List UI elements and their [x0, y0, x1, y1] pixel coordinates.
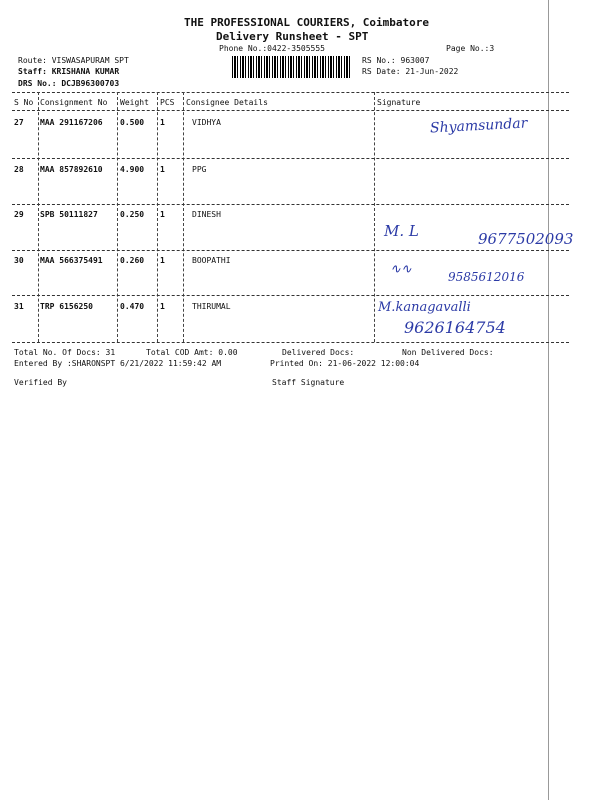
- handwritten-signature: Shyamsundar: [429, 115, 528, 137]
- col-sno: S No: [14, 98, 34, 107]
- verified-by: Verified By: [14, 378, 67, 387]
- handwritten-phone: 9585612016: [448, 270, 525, 284]
- delivered-docs: Delivered Docs:: [282, 348, 355, 357]
- row-consignee: DINESH: [192, 210, 221, 219]
- page-edge-line: [548, 0, 549, 800]
- row-consignment: MAA 857892610: [40, 165, 103, 174]
- table-bottom-rule: [12, 342, 569, 343]
- row-rule: [12, 295, 569, 296]
- row-consignment: TRP 6156250: [40, 302, 93, 311]
- row-weight: 0.500: [120, 118, 145, 127]
- row-pcs: 1: [160, 118, 165, 127]
- row-weight: 0.260: [120, 256, 145, 265]
- row-consignee: PPG: [192, 165, 207, 174]
- row-sno: 28: [14, 165, 24, 174]
- col-consignment: Consignment No: [40, 98, 108, 107]
- row-consignment: MAA 566375491: [40, 256, 103, 265]
- row-weight: 0.250: [120, 210, 145, 219]
- row-consignee: VIDHYA: [192, 118, 221, 127]
- row-weight: 4.900: [120, 165, 145, 174]
- entered-by: Entered By :SHARONSPT 6/21/2022 11:59:42 AM: [14, 359, 222, 368]
- col-sep: [38, 92, 39, 342]
- col-sep: [183, 92, 184, 342]
- handwritten-phone: 9626164754: [404, 318, 506, 337]
- col-sep: [374, 92, 375, 342]
- handwritten-signature: M. L: [384, 222, 419, 240]
- rs-number: RS No.: 963007: [362, 56, 430, 65]
- company-name: THE PROFESSIONAL COURIERS, Coimbatore: [184, 16, 430, 29]
- col-sep: [157, 92, 158, 342]
- row-rule: [12, 250, 569, 251]
- total-docs: Total No. Of Docs: 31: [14, 348, 116, 357]
- row-pcs: 1: [160, 302, 165, 311]
- col-pcs: PCS: [160, 98, 175, 107]
- row-sno: 27: [14, 118, 24, 127]
- row-consignment: SPB 50111827: [40, 210, 98, 219]
- col-consignee: Consignee Details: [186, 98, 268, 107]
- header-bottom-rule: [12, 110, 569, 111]
- col-weight: Weight: [120, 98, 149, 107]
- row-sno: 29: [14, 210, 24, 219]
- row-consignee: BOOPATHI: [192, 256, 231, 265]
- row-pcs: 1: [160, 210, 165, 219]
- col-sep: [117, 92, 118, 342]
- row-consignment: MAA 291167206: [40, 118, 103, 127]
- phone-number: Phone No.:0422-3505555: [219, 44, 325, 53]
- row-sno: 30: [14, 256, 24, 265]
- row-pcs: 1: [160, 165, 165, 174]
- row-weight: 0.470: [120, 302, 145, 311]
- col-signature: Signature: [377, 98, 421, 107]
- route-label: Route: VISWASAPURAM SPT: [18, 56, 129, 65]
- handwritten-signature-mark: ∿∿: [390, 262, 412, 277]
- row-pcs: 1: [160, 256, 165, 265]
- staff-label: Staff: KRISHANA KUMAR: [18, 67, 120, 76]
- row-rule: [12, 158, 569, 159]
- runsheet-title: Delivery Runsheet - SPT: [216, 30, 369, 43]
- staff-signature-label: Staff Signature: [272, 378, 345, 387]
- total-cod: Total COD Amt: 0.00: [146, 348, 238, 357]
- row-sno: 31: [14, 302, 24, 311]
- rs-date: RS Date: 21-Jun-2022: [362, 67, 459, 76]
- non-delivered-docs: Non Delivered Docs:: [402, 348, 494, 357]
- handwritten-name: M.kanagavalli: [378, 300, 471, 315]
- printed-on: Printed On: 21-06-2022 12:00:04: [270, 359, 420, 368]
- row-rule: [12, 204, 569, 205]
- row-consignee: THIRUMAL: [192, 302, 231, 311]
- handwritten-phone: 9677502093: [478, 230, 574, 248]
- barcode: [232, 56, 352, 78]
- table-top-rule: [12, 92, 569, 93]
- drs-number: DRS No.: DCJB96300703: [18, 79, 120, 88]
- page-number: Page No.:3: [446, 44, 495, 53]
